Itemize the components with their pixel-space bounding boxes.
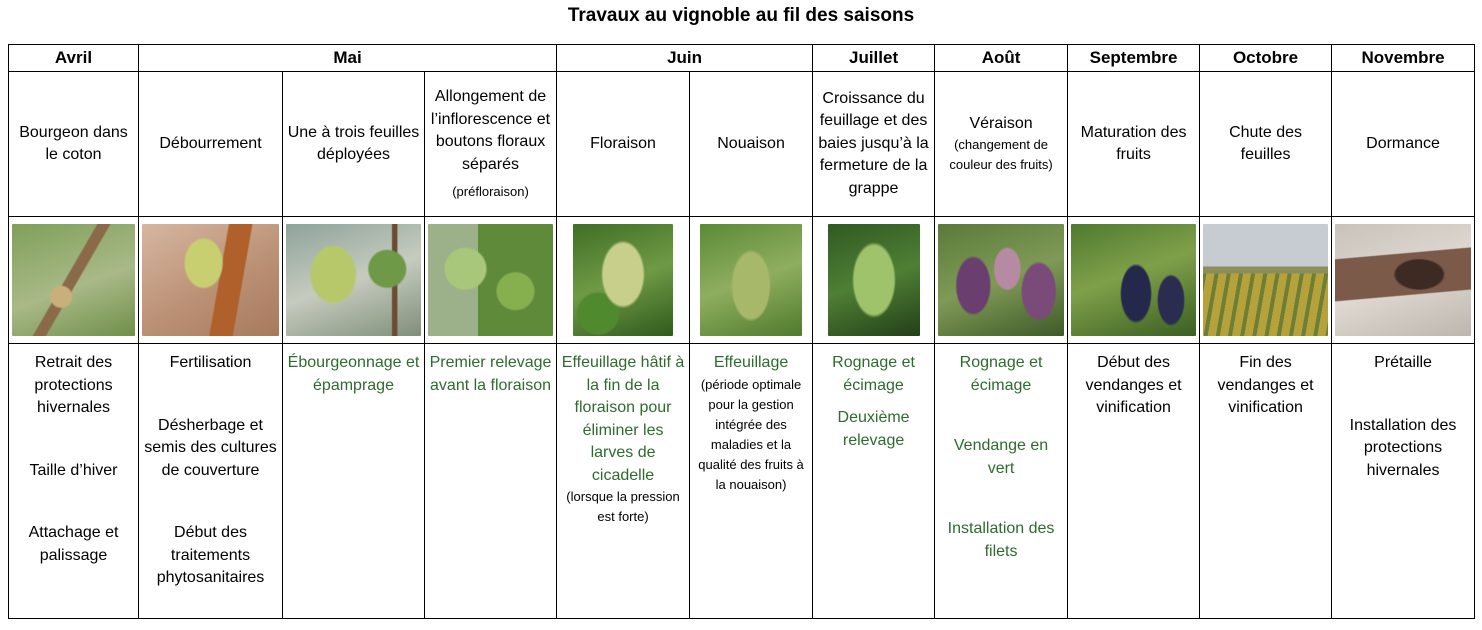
flowering-photo <box>573 224 673 336</box>
task-item: Prétaille <box>1374 354 1432 371</box>
stage-note: (changement de couleur des fruits) <box>949 137 1053 173</box>
stage-label: Croissance du feuillage et des baies jusqu’à la fermeture de la grappe <box>818 89 929 197</box>
stage-cell <box>283 72 425 217</box>
stage-label: Dormance <box>1366 134 1440 152</box>
task-item: Fertilisation <box>169 354 252 371</box>
bud-photo <box>12 224 135 336</box>
month-header: Avril <box>9 45 139 72</box>
stages-row <box>9 72 1475 217</box>
tasks-row <box>9 344 1475 619</box>
page-title: Travaux au vignoble au fil des saisons <box>567 5 915 26</box>
stage-label: Une à trois feuilles déployées <box>287 123 420 163</box>
photo-cell <box>557 217 690 344</box>
task-cell-juin-1 <box>557 344 690 619</box>
stage-label: Véraison <box>969 114 1033 132</box>
task-item: Installation des protections hivernales <box>1349 416 1457 479</box>
task-cell-novembre <box>1332 344 1475 619</box>
task-cell-mai-2 <box>283 344 425 619</box>
task-item: Ébourgeonnage et épamprage <box>287 354 420 394</box>
task-item: Attachage et palissage <box>28 524 119 564</box>
task-cell-mai-3 <box>425 344 557 619</box>
task-cell-juin-2 <box>690 344 813 619</box>
stage-note: (préfloraison) <box>452 184 529 199</box>
month-header: Octobre <box>1200 45 1332 72</box>
veraison-grapes-photo <box>938 224 1064 336</box>
stage-cell <box>425 72 557 217</box>
task-item: Vendange en vert <box>953 437 1049 477</box>
task-item: Désherbage et semis des cultures de couverture <box>144 416 277 479</box>
photos-row <box>9 217 1475 344</box>
task-cell-octobre <box>1200 344 1332 619</box>
task-item: Rognage et écimage <box>959 354 1043 394</box>
task-item: Deuxième relevage <box>837 409 910 449</box>
stage-cell <box>935 72 1068 217</box>
task-item: Retrait des protections hivernales <box>34 354 113 416</box>
stage-cell <box>1200 72 1332 217</box>
task-item: Rognage et écimage <box>832 354 915 394</box>
task-cell-aout <box>935 344 1068 619</box>
photo-cell <box>1200 217 1332 344</box>
stage-label: Allongement de l’inflorescence et boutons floraux séparés <box>430 88 551 173</box>
inflorescence-photo <box>428 224 553 336</box>
vineyard-calendar-table <box>8 44 1475 619</box>
task-item: Début des traitements phytosanitaires <box>156 524 265 586</box>
task-cell-juillet <box>813 344 935 619</box>
dormant-bud-photo <box>1335 224 1471 336</box>
task-item: Premier relevage avant la floraison <box>429 354 552 394</box>
stage-label: Bourgeon dans le coton <box>19 123 128 163</box>
stage-cell <box>557 72 690 217</box>
task-item: Effeuillage <box>713 354 789 371</box>
stage-label: Floraison <box>590 134 656 152</box>
stage-label: Chute des feuilles <box>1229 123 1303 163</box>
task-item: Taille d’hiver <box>29 461 118 479</box>
stage-label: Débourrement <box>159 134 262 152</box>
month-header: Mai <box>139 45 557 72</box>
task-note: (période optimale pour la gestion intégrée des maladies et la qualité des fruits à la nouaison) <box>698 376 804 492</box>
photo-cell <box>425 217 557 344</box>
photo-cell <box>935 217 1068 344</box>
stage-cell <box>1332 72 1475 217</box>
budburst-photo <box>142 224 279 336</box>
task-item: Fin des vendanges et vinification <box>1217 354 1314 416</box>
task-item: Effeuillage hâtif à la fin de la floraison pour éliminer les larves de cicadelle <box>561 354 685 484</box>
leaves-photo <box>286 224 421 336</box>
stage-label: Nouaison <box>717 134 785 152</box>
photo-cell <box>690 217 813 344</box>
task-cell-avril <box>9 344 139 619</box>
ripe-grapes-photo <box>1071 224 1196 336</box>
task-item: Début des vendanges et vinification <box>1085 354 1182 416</box>
month-header: Novembre <box>1332 45 1475 72</box>
photo-cell <box>1332 217 1475 344</box>
task-cell-septembre <box>1068 344 1200 619</box>
stage-cell <box>139 72 283 217</box>
stage-cell <box>1068 72 1200 217</box>
fruit-set-photo <box>700 224 802 336</box>
months-row <box>9 45 1475 72</box>
month-header: Juillet <box>813 45 935 72</box>
stage-cell <box>813 72 935 217</box>
green-grapes-photo <box>828 224 920 336</box>
month-header: Septembre <box>1068 45 1200 72</box>
photo-cell <box>283 217 425 344</box>
photo-cell <box>139 217 283 344</box>
photo-cell <box>813 217 935 344</box>
task-cell-mai <box>139 344 283 619</box>
vineyard-autumn-photo <box>1203 224 1328 336</box>
stage-cell <box>9 72 139 217</box>
task-note: (lorsque la pression est forte) <box>566 489 680 524</box>
month-header: Juin <box>557 45 813 72</box>
photo-cell <box>1068 217 1200 344</box>
month-header: Août <box>935 45 1068 72</box>
stage-label: Maturation des fruits <box>1080 123 1187 163</box>
photo-cell <box>9 217 139 344</box>
task-item: Installation des filets <box>947 520 1055 560</box>
stage-cell <box>690 72 813 217</box>
